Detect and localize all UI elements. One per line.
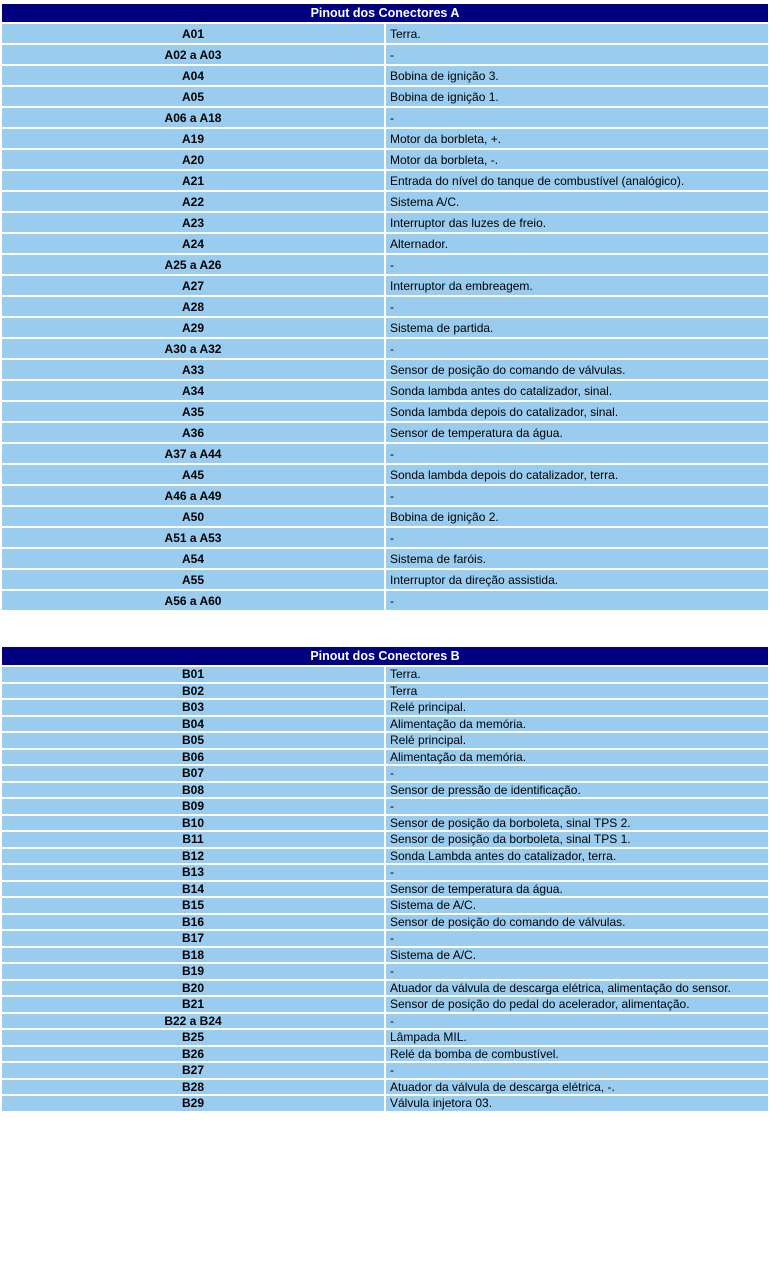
pin-row bbox=[2, 570, 768, 589]
pin-id: B17 bbox=[2, 931, 384, 946]
pin-row bbox=[2, 981, 768, 996]
pin-description: - bbox=[386, 931, 768, 946]
pin-id: A51 a A53 bbox=[2, 528, 384, 547]
pin-description: Terra. bbox=[386, 667, 768, 682]
pin-row bbox=[2, 465, 768, 484]
pin-id: B10 bbox=[2, 816, 384, 831]
pin-description: Bobina de ignição 3. bbox=[386, 66, 768, 85]
pin-row bbox=[2, 297, 768, 316]
pin-id: B03 bbox=[2, 700, 384, 715]
pin-description: Sensor de posição do pedal do acelerador, alimentação. bbox=[386, 997, 768, 1012]
pin-description: Entrada do nível do tanque de combustível (analógico). bbox=[386, 171, 768, 190]
pin-description: - bbox=[386, 766, 768, 781]
pin-row bbox=[2, 816, 768, 831]
pin-id: B25 bbox=[2, 1030, 384, 1045]
pin-id: A50 bbox=[2, 507, 384, 526]
pin-id: B05 bbox=[2, 733, 384, 748]
pin-description: Terra bbox=[386, 684, 768, 699]
pin-description: Sonda lambda depois do catalizador, terra. bbox=[386, 465, 768, 484]
pin-description: - bbox=[386, 297, 768, 316]
pin-row bbox=[2, 783, 768, 798]
pin-description: - bbox=[386, 339, 768, 358]
pin-id: A22 bbox=[2, 192, 384, 211]
pin-row bbox=[2, 717, 768, 732]
pin-description: Alternador. bbox=[386, 234, 768, 253]
pin-description: Bobina de ignição 2. bbox=[386, 507, 768, 526]
pin-id: A55 bbox=[2, 570, 384, 589]
pin-id: A54 bbox=[2, 549, 384, 568]
pin-description: Motor da borbleta, +. bbox=[386, 129, 768, 148]
pin-id: B07 bbox=[2, 766, 384, 781]
pin-row bbox=[2, 733, 768, 748]
pin-description: Sonda lambda antes do catalizador, sinal. bbox=[386, 381, 768, 400]
pin-row bbox=[2, 898, 768, 913]
pin-description: - bbox=[386, 799, 768, 814]
pin-description: Sensor de posição da borboleta, sinal TPS 1. bbox=[386, 832, 768, 847]
pin-id: A01 bbox=[2, 24, 384, 43]
connector-a-table bbox=[0, 2, 770, 612]
pin-id: A28 bbox=[2, 297, 384, 316]
pin-description: - bbox=[386, 865, 768, 880]
pin-row bbox=[2, 381, 768, 400]
pin-id: A23 bbox=[2, 213, 384, 232]
pin-id: B22 a B24 bbox=[2, 1014, 384, 1029]
pin-description: Relé principal. bbox=[386, 733, 768, 748]
pin-row bbox=[2, 684, 768, 699]
pin-row bbox=[2, 318, 768, 337]
pin-row bbox=[2, 1096, 768, 1111]
pin-row bbox=[2, 276, 768, 295]
pin-description: Atuador da válvula de descarga elétrica, alimentação do sensor. bbox=[386, 981, 768, 996]
pin-description: - bbox=[386, 591, 768, 610]
pin-description: - bbox=[386, 108, 768, 127]
pin-row bbox=[2, 997, 768, 1012]
pin-row bbox=[2, 931, 768, 946]
pin-id: A29 bbox=[2, 318, 384, 337]
pin-row bbox=[2, 700, 768, 715]
pin-description: Atuador da válvula de descarga elétrica, -. bbox=[386, 1080, 768, 1095]
pin-description: Sonda Lambda antes do catalizador, terra. bbox=[386, 849, 768, 864]
connector-b-title: Pinout dos Conectores B bbox=[2, 647, 768, 665]
pin-description: Alimentação da memória. bbox=[386, 717, 768, 732]
pin-description: Sistema de faróis. bbox=[386, 549, 768, 568]
pin-id: A02 a A03 bbox=[2, 45, 384, 64]
pin-id: B08 bbox=[2, 783, 384, 798]
pin-description: Motor da borbleta, -. bbox=[386, 150, 768, 169]
pin-id: A05 bbox=[2, 87, 384, 106]
pin-row bbox=[2, 1030, 768, 1045]
pin-description: - bbox=[386, 528, 768, 547]
pin-id: A35 bbox=[2, 402, 384, 421]
pin-id: B21 bbox=[2, 997, 384, 1012]
pin-description: Sensor de posição do comando de válvulas. bbox=[386, 360, 768, 379]
pin-description: Sensor de temperatura da água. bbox=[386, 882, 768, 897]
pin-description: Sensor de temperatura da água. bbox=[386, 423, 768, 442]
pin-id: A45 bbox=[2, 465, 384, 484]
connector-a-title: Pinout dos Conectores A bbox=[2, 4, 768, 22]
connector-b-table bbox=[0, 645, 770, 1113]
pin-row bbox=[2, 234, 768, 253]
pin-row bbox=[2, 24, 768, 43]
pin-row bbox=[2, 528, 768, 547]
pin-row bbox=[2, 865, 768, 880]
pin-description: - bbox=[386, 1063, 768, 1078]
pin-id: B28 bbox=[2, 1080, 384, 1095]
pin-id: B04 bbox=[2, 717, 384, 732]
pin-row bbox=[2, 402, 768, 421]
pin-description: Sensor de posição da borboleta, sinal TPS 2. bbox=[386, 816, 768, 831]
pin-row bbox=[2, 87, 768, 106]
pin-row bbox=[2, 1047, 768, 1062]
pin-row bbox=[2, 255, 768, 274]
pin-row bbox=[2, 171, 768, 190]
pin-id: B18 bbox=[2, 948, 384, 963]
pin-row bbox=[2, 915, 768, 930]
pin-id: A34 bbox=[2, 381, 384, 400]
pin-description: Relé principal. bbox=[386, 700, 768, 715]
pin-id: B27 bbox=[2, 1063, 384, 1078]
pin-row bbox=[2, 45, 768, 64]
pin-row bbox=[2, 192, 768, 211]
pin-row bbox=[2, 1063, 768, 1078]
pin-id: B26 bbox=[2, 1047, 384, 1062]
pin-id: A36 bbox=[2, 423, 384, 442]
pin-id: B11 bbox=[2, 832, 384, 847]
pin-description: Sonda lambda depois do catalizador, sinal. bbox=[386, 402, 768, 421]
pin-description: Alimentação da memória. bbox=[386, 750, 768, 765]
pin-id: A19 bbox=[2, 129, 384, 148]
pin-description: - bbox=[386, 444, 768, 463]
pin-id: A21 bbox=[2, 171, 384, 190]
pin-id: A25 a A26 bbox=[2, 255, 384, 274]
pin-row bbox=[2, 882, 768, 897]
pin-row bbox=[2, 339, 768, 358]
pin-id: B02 bbox=[2, 684, 384, 699]
pin-id: B09 bbox=[2, 799, 384, 814]
pin-id: A27 bbox=[2, 276, 384, 295]
pin-row bbox=[2, 1080, 768, 1095]
pin-id: B16 bbox=[2, 915, 384, 930]
pin-row bbox=[2, 948, 768, 963]
pin-row bbox=[2, 129, 768, 148]
pin-id: B15 bbox=[2, 898, 384, 913]
pin-description: Sistema de A/C. bbox=[386, 948, 768, 963]
pin-id: B29 bbox=[2, 1096, 384, 1111]
pin-description: Sensor de pressão de identificação. bbox=[386, 783, 768, 798]
pin-description: Sistema de A/C. bbox=[386, 898, 768, 913]
pin-id: A33 bbox=[2, 360, 384, 379]
pin-description: Interruptor da embreagem. bbox=[386, 276, 768, 295]
pin-row bbox=[2, 849, 768, 864]
pin-id: B13 bbox=[2, 865, 384, 880]
pin-row bbox=[2, 832, 768, 847]
pin-id: A06 a A18 bbox=[2, 108, 384, 127]
pin-id: B06 bbox=[2, 750, 384, 765]
pin-id: A20 bbox=[2, 150, 384, 169]
pin-row bbox=[2, 964, 768, 979]
pin-id: B20 bbox=[2, 981, 384, 996]
pin-description: Lâmpada MIL. bbox=[386, 1030, 768, 1045]
pin-description: - bbox=[386, 255, 768, 274]
pin-id: A46 a A49 bbox=[2, 486, 384, 505]
pin-id: A30 a A32 bbox=[2, 339, 384, 358]
pin-description: Interruptor das luzes de freio. bbox=[386, 213, 768, 232]
pin-row bbox=[2, 750, 768, 765]
pin-row bbox=[2, 444, 768, 463]
pin-row bbox=[2, 799, 768, 814]
pin-description: - bbox=[386, 1014, 768, 1029]
pin-id: A56 a A60 bbox=[2, 591, 384, 610]
pin-description: - bbox=[386, 486, 768, 505]
pin-row bbox=[2, 667, 768, 682]
pin-row bbox=[2, 549, 768, 568]
pin-row bbox=[2, 66, 768, 85]
pin-id: B19 bbox=[2, 964, 384, 979]
pin-row bbox=[2, 423, 768, 442]
pin-description: - bbox=[386, 964, 768, 979]
pin-row bbox=[2, 213, 768, 232]
pin-row bbox=[2, 108, 768, 127]
pin-id: B01 bbox=[2, 667, 384, 682]
pin-row bbox=[2, 507, 768, 526]
pin-row bbox=[2, 591, 768, 610]
pin-row bbox=[2, 150, 768, 169]
pin-row bbox=[2, 360, 768, 379]
pin-id: A37 a A44 bbox=[2, 444, 384, 463]
pin-id: B14 bbox=[2, 882, 384, 897]
pin-description: Válvula injetora 03. bbox=[386, 1096, 768, 1111]
pin-id: A04 bbox=[2, 66, 384, 85]
pin-description: Interruptor da direção assistida. bbox=[386, 570, 768, 589]
pin-description: Bobina de ignição 1. bbox=[386, 87, 768, 106]
pin-description: Sensor de posição do comando de válvulas. bbox=[386, 915, 768, 930]
pin-id: B12 bbox=[2, 849, 384, 864]
pin-description: Relé da bomba de combustível. bbox=[386, 1047, 768, 1062]
pin-description: Terra. bbox=[386, 24, 768, 43]
pin-id: A24 bbox=[2, 234, 384, 253]
pin-description: Sistema de partida. bbox=[386, 318, 768, 337]
pin-description: Sistema A/C. bbox=[386, 192, 768, 211]
pin-row bbox=[2, 1014, 768, 1029]
pin-row bbox=[2, 486, 768, 505]
pin-row bbox=[2, 766, 768, 781]
pin-description: - bbox=[386, 45, 768, 64]
